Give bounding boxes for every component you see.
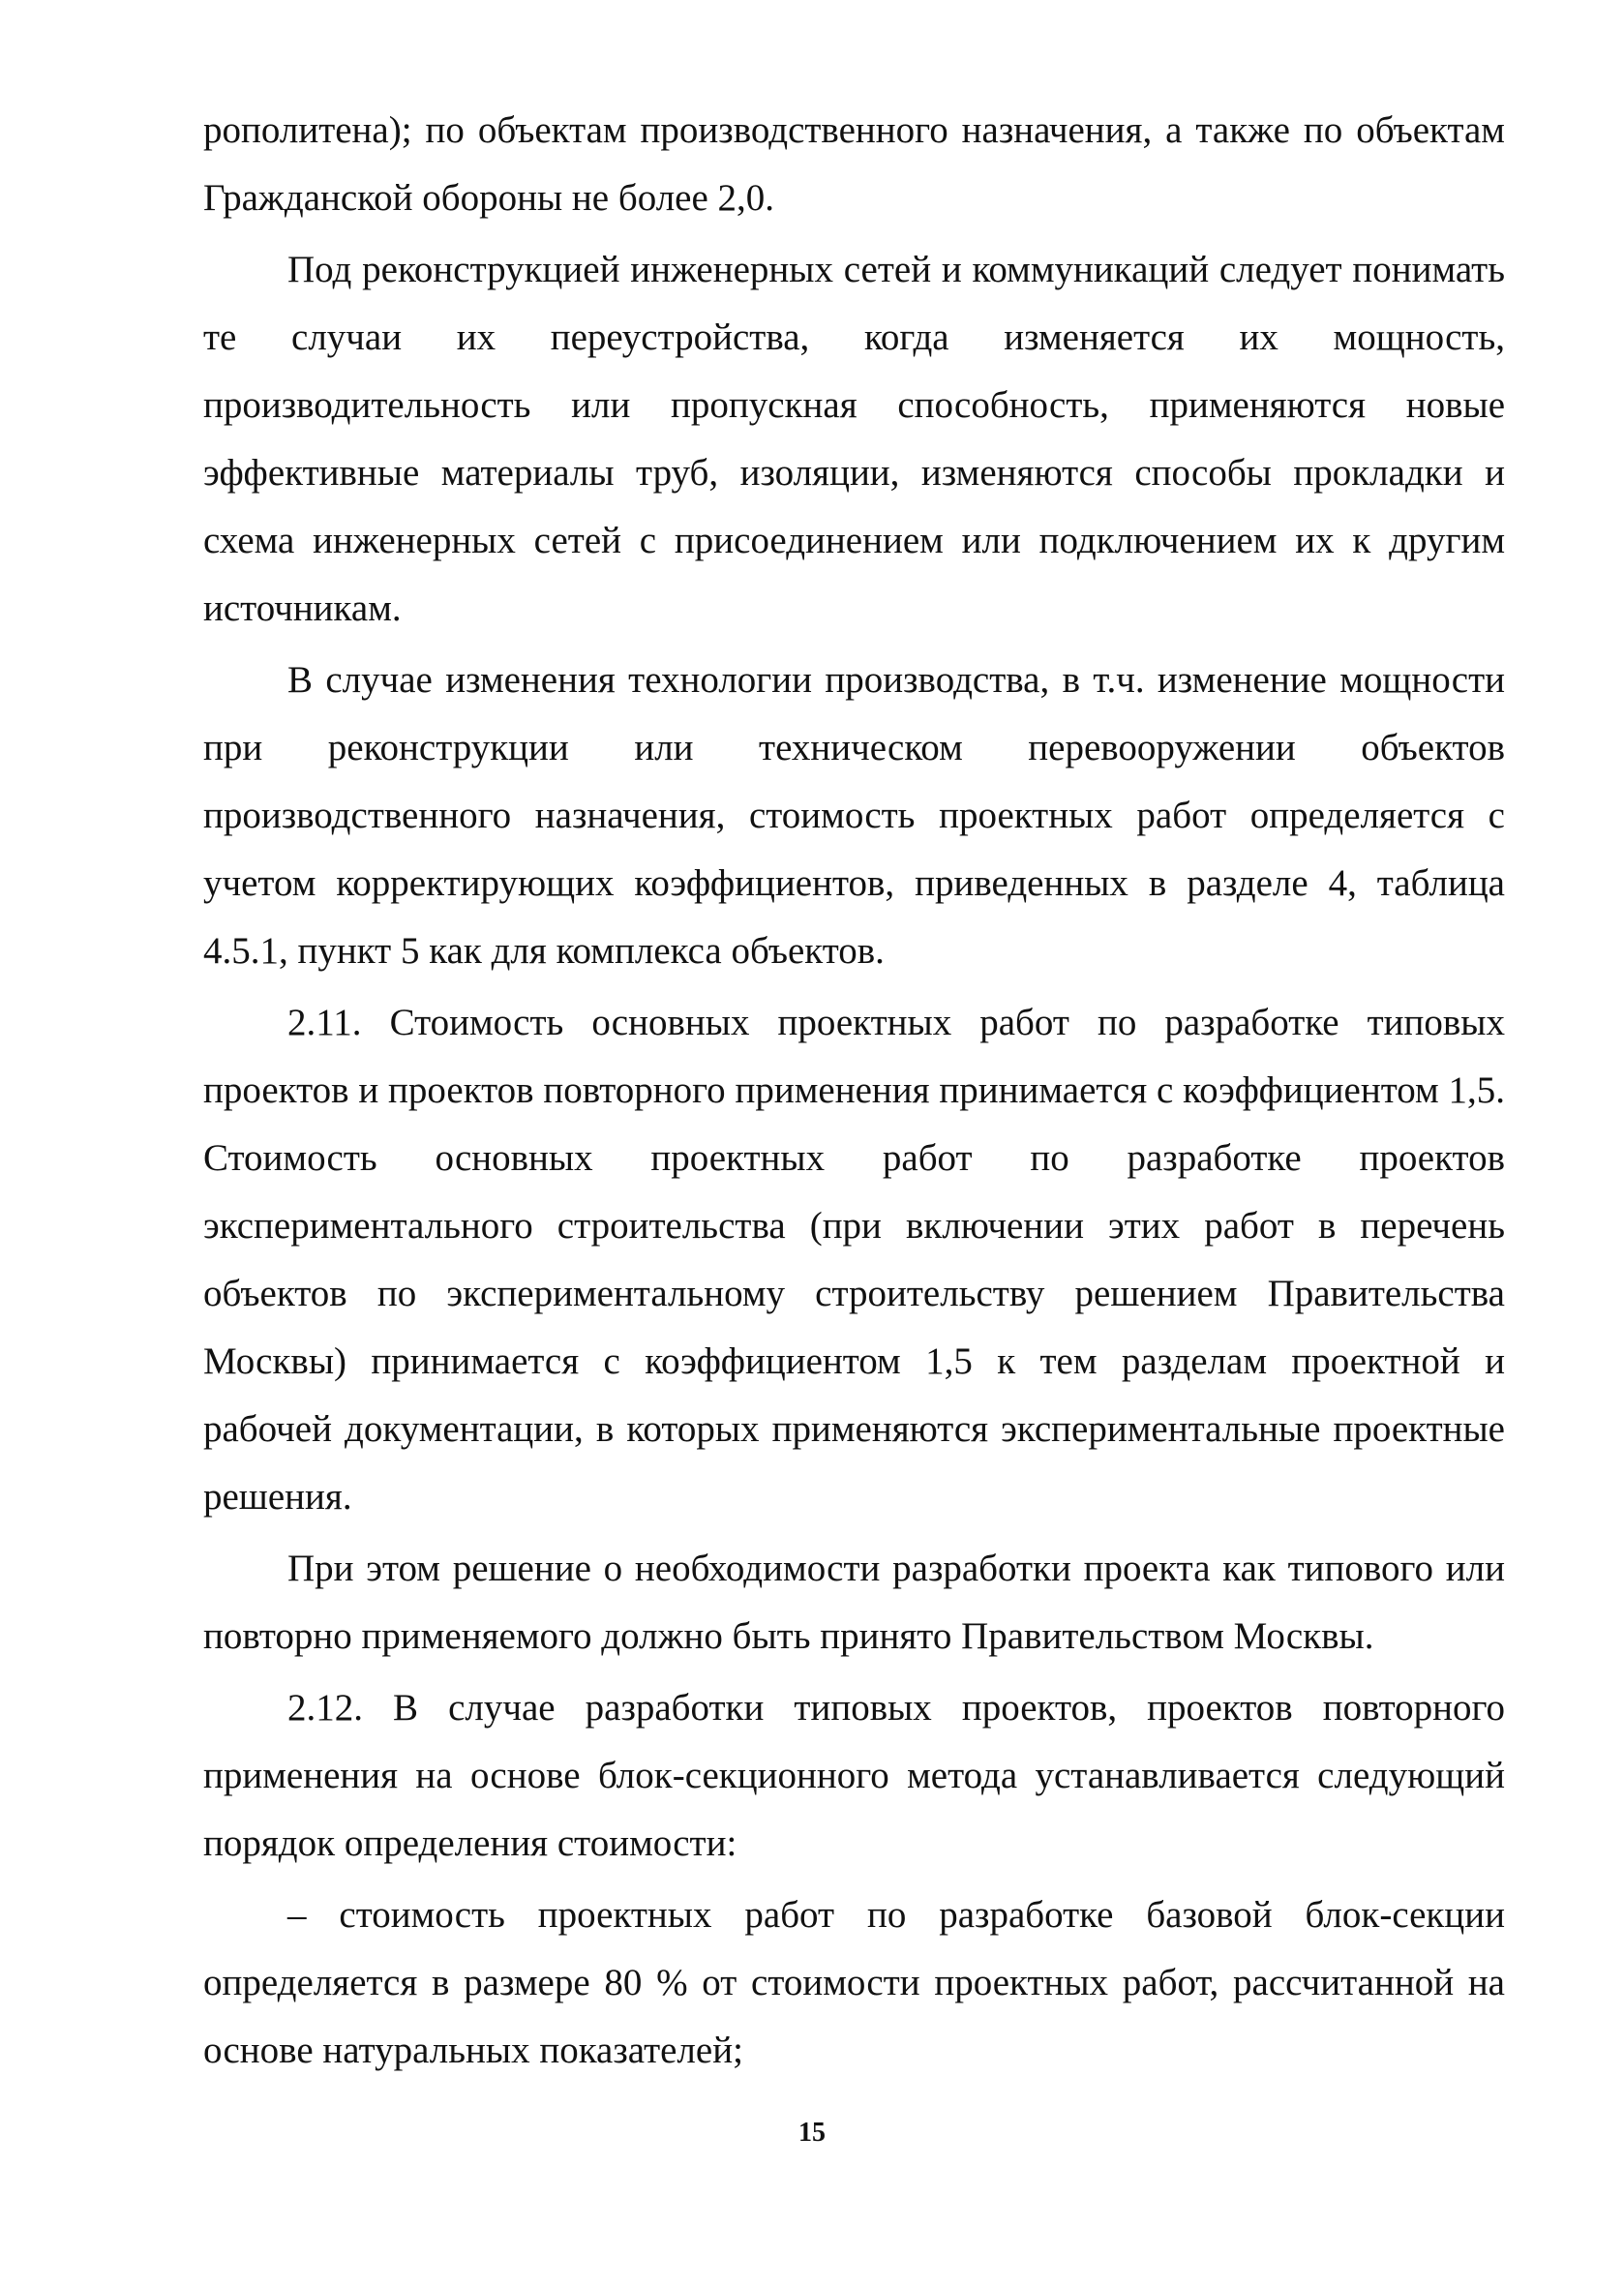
paragraph-clause-2-11: 2.11. Стоимость основных проектных работ по разработке типовых проектов и проектов повторного применения принимается с коэффициентом 1,5. Стоимость основных проектных работ по разработке проектов экспериментального строительства (при включении этих работ в перечень объектов по экспериментальному строительству решением Правительства Москвы) принимается с коэффициентом 1,5 к тем разделам проектной и рабочей документации, в которых применяются экспериментальные проектные решения. (203, 1002, 1505, 1518)
paragraph-clause-2-12: 2.12. В случае разработки типовых проектов, проектов повторного применения на основе блок-секционного метода устанавливается следующий порядок определения стоимости: (203, 1687, 1505, 1864)
paragraph-technology-change: В случае изменения технологии производства, в т.ч. изменение мощности при реконструкции или техническом перевооружении объектов производственного назначения, стоимость проектных работ определяется с учетом корректирующих коэффициентов, приведенных в разделе 4, таблица 4.5.1, пункт 5 как для комплекса объектов. (203, 659, 1505, 972)
paragraph-base-block-section: – стоимость проектных работ по разработке базовой блок-секции определяется в размере 80 % от стоимости проектных работ, рассчитанной на основе натуральных показателей; (203, 1894, 1505, 2071)
paragraph-continuation: рополитена); по объектам производственного назначения, а также по объектам Гражданской обороны не более 2,0. (203, 109, 1505, 219)
document-body (203, 97, 1505, 2085)
paragraph-government-decision: При этом решение о необходимости разработки проекта как типового или повторно применяемого должно быть принято Правительством Москвы. (203, 1548, 1505, 1657)
paragraph-reconstruction-definition: Под реконструкцией инженерных сетей и коммуникаций следует понимать те случаи их переустройства, когда изменяется их мощность, производительность или пропускная способность, применяются новые эффективные материалы труб, изоляции, изменяются способы прокладки и схема инженерных сетей с присоединением или подключением их к другим источникам. (203, 249, 1505, 629)
page-number: 15 (798, 2118, 826, 2148)
